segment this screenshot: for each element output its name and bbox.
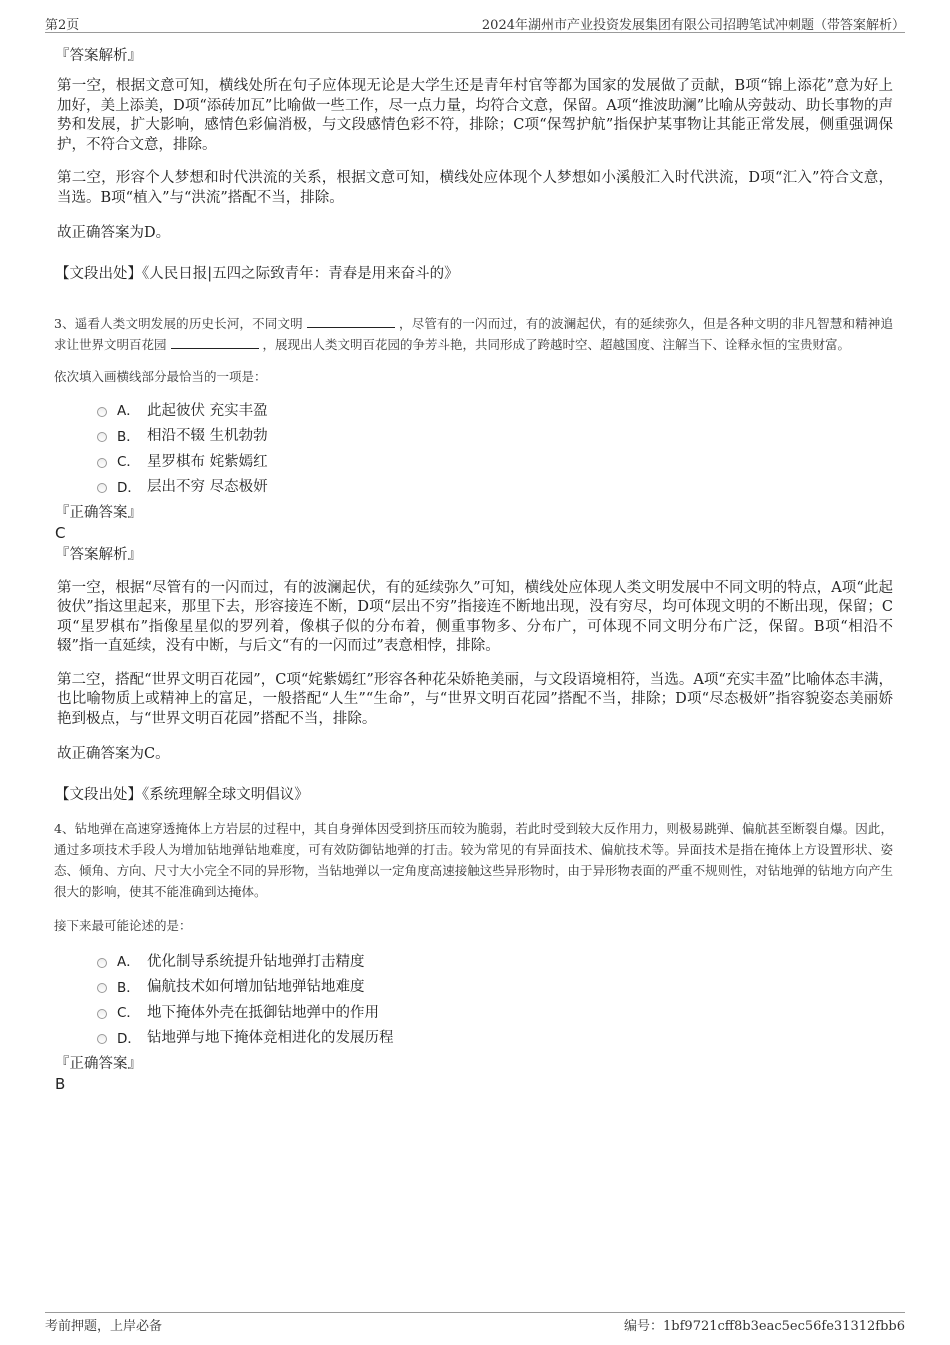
page-content (54, 46, 893, 1094)
question-3-options (97, 397, 893, 499)
page-footer (45, 1312, 905, 1334)
option-b[interactable]: B． 相沿不辍 生机勃勃 (97, 422, 893, 448)
option-c[interactable]: C． 地下掩体外壳在抵御钻地弹中的作用 (97, 999, 893, 1025)
option-a[interactable]: A． 此起彼伏 充实丰盈 (97, 397, 893, 423)
page-number: 第2页 (45, 18, 80, 33)
fill-blank-1 (307, 315, 395, 328)
correct-answer: B (55, 1074, 66, 1093)
option-c[interactable]: C． 星罗棋布 姹紫嫣红 (97, 448, 893, 474)
page-header (45, 12, 905, 33)
radio-icon[interactable] (97, 407, 107, 417)
question-3-prompt: 依次填入画横线部分最恰当的一项是： (54, 368, 267, 384)
document-title: 2024年湖州市产业投资发展集团有限公司招聘笔试冲刺题（带答案解析） (481, 18, 905, 33)
analysis-paragraph: 第一空，根据文意可知，横线处所在句子应体现无论是大学生还是青年村官等都为国家的发展做了贡献，B项“锦上添花”意为好上加好，美上添美，D项“添砖加瓦”比喻做一些工作，尽一点力量，均符合文意，保留。A项“推波助澜”比喻从旁鼓动、助长事物的声势和发展，扩大影响，感情色彩偏消极，与文段感情色彩不符，排除；C项“保驾护航”指保护某事物让其能正常发展，侧重强调保护，不符合文意，排除。 (57, 78, 893, 153)
serial-number: 编号：1bf9721cff8b3eac5ec56fe31312fbb6 (624, 1319, 905, 1334)
analysis-paragraph: 第二空，形容个人梦想和时代洪流的关系，根据文意可知，横线处应体现个人梦想如小溪般汇入时代洪流，D项“汇入”符合文意，当选。B项“植入”与“洪流”搭配不当，排除。 (57, 170, 893, 206)
analysis-label: 『答案解析』 (55, 48, 142, 64)
analysis-paragraph: 第二空，搭配“世界文明百花园”，C项“姹紫嫣红”形容各种花朵娇艳美丽，与文段语境相符，当选。A项“充实丰盈”比喻体态丰满，也比喻物质上或精神上的富足，一般搭配“人生”“生命”，与“世界文明百花园”搭配不当，排除；D项“尽态极妍”指容貌姿态美丽娇艳到极点，与“世界文明百花园”搭配不当，排除。 (57, 671, 893, 727)
source-citation: 【文段出处】《人民日报|五四之际致青年：青春是用来奋斗的》 (55, 265, 459, 282)
option-a[interactable]: A． 优化制导系统提升钻地弹打击精度 (97, 948, 893, 974)
radio-icon[interactable] (97, 958, 107, 968)
analysis-paragraph: 第一空，根据“尽管有的一闪而过，有的波澜起伏，有的延续弥久”可知，横线处应体现人类文明发展中不同文明的特点，A项“此起彼伏”指这里起来，那里下去，形容接连不断，D项“层出不穷”指接连不断地出现，没有穷尽，均可体现文明的不断出现，保留；C项“星罗棋布”指像星星似的罗列着，像棋子似的分布着，侧重事物多、分布广，可体现不同文明分布广泛，保留。B项“相沿不辍”指一直延续，没有中断，与后文“有的一闪而过”表意相悖，排除。 (57, 579, 893, 654)
question-4-text: 4、钻地弹在高速穿透掩体上方岩层的过程中，其自身弹体因受到挤压而较为脆弱，若此时受到较大反作用力，则极易跳弹、偏航甚至断裂自爆。因此，通过多项技术手段人为增加钻地弹钻地难度，可有效防御钻地弹的打击。较为常见的有异面技术、偏航技术等。异面技术是指在掩体上方设置形状、姿态、倾角、方向、尺寸大小完全不同的异形物，当钻地弹以一定角度高速接触这些异形物时，由于异形物表面的严重不规则性，对钻地弹的钻地方向产生很大的影响，使其不能准确到达掩体。 (54, 820, 893, 899)
option-d[interactable]: D． 层出不穷 尽态极妍 (97, 473, 893, 499)
footer-slogan: 考前押题，上岸必备 (45, 1319, 163, 1334)
question-3-text: 3、遥看人类文明发展的历史长河，不同文明 ，尽管有的一闪而过，有的波澜起伏，有的延续弥久，但是各种文明的非凡智慧和精神追求让世界文明百花园 ，展现出人类文明百花园的争芳斗艳，共同形成了跨越时空、超越国度、注解当下、诠释永恒的宝贵财富。 (54, 315, 893, 352)
source-citation: 【文段出处】《系统理解全球文明倡议》 (55, 786, 309, 803)
option-b[interactable]: B． 偏航技术如何增加钻地弹钻地难度 (97, 973, 893, 999)
question-4-options (97, 948, 893, 1050)
option-d[interactable]: D． 钻地弹与地下掩体竞相进化的发展历程 (97, 1024, 893, 1050)
conclusion: 故正确答案为C。 (57, 746, 170, 762)
conclusion: 故正确答案为D。 (57, 225, 171, 241)
radio-icon[interactable] (97, 483, 107, 493)
radio-icon[interactable] (97, 458, 107, 468)
radio-icon[interactable] (97, 1009, 107, 1019)
radio-icon[interactable] (97, 983, 107, 993)
fill-blank-2 (171, 336, 259, 349)
analysis-label: 『答案解析』 (55, 546, 142, 563)
question-4-prompt: 接下来最可能论述的是： (54, 917, 192, 933)
radio-icon[interactable] (97, 1034, 107, 1044)
correct-answer-label: 『正确答案』 (55, 1055, 142, 1072)
correct-answer-label: 『正确答案』 (55, 504, 142, 521)
correct-answer: C (55, 523, 66, 542)
radio-icon[interactable] (97, 432, 107, 442)
